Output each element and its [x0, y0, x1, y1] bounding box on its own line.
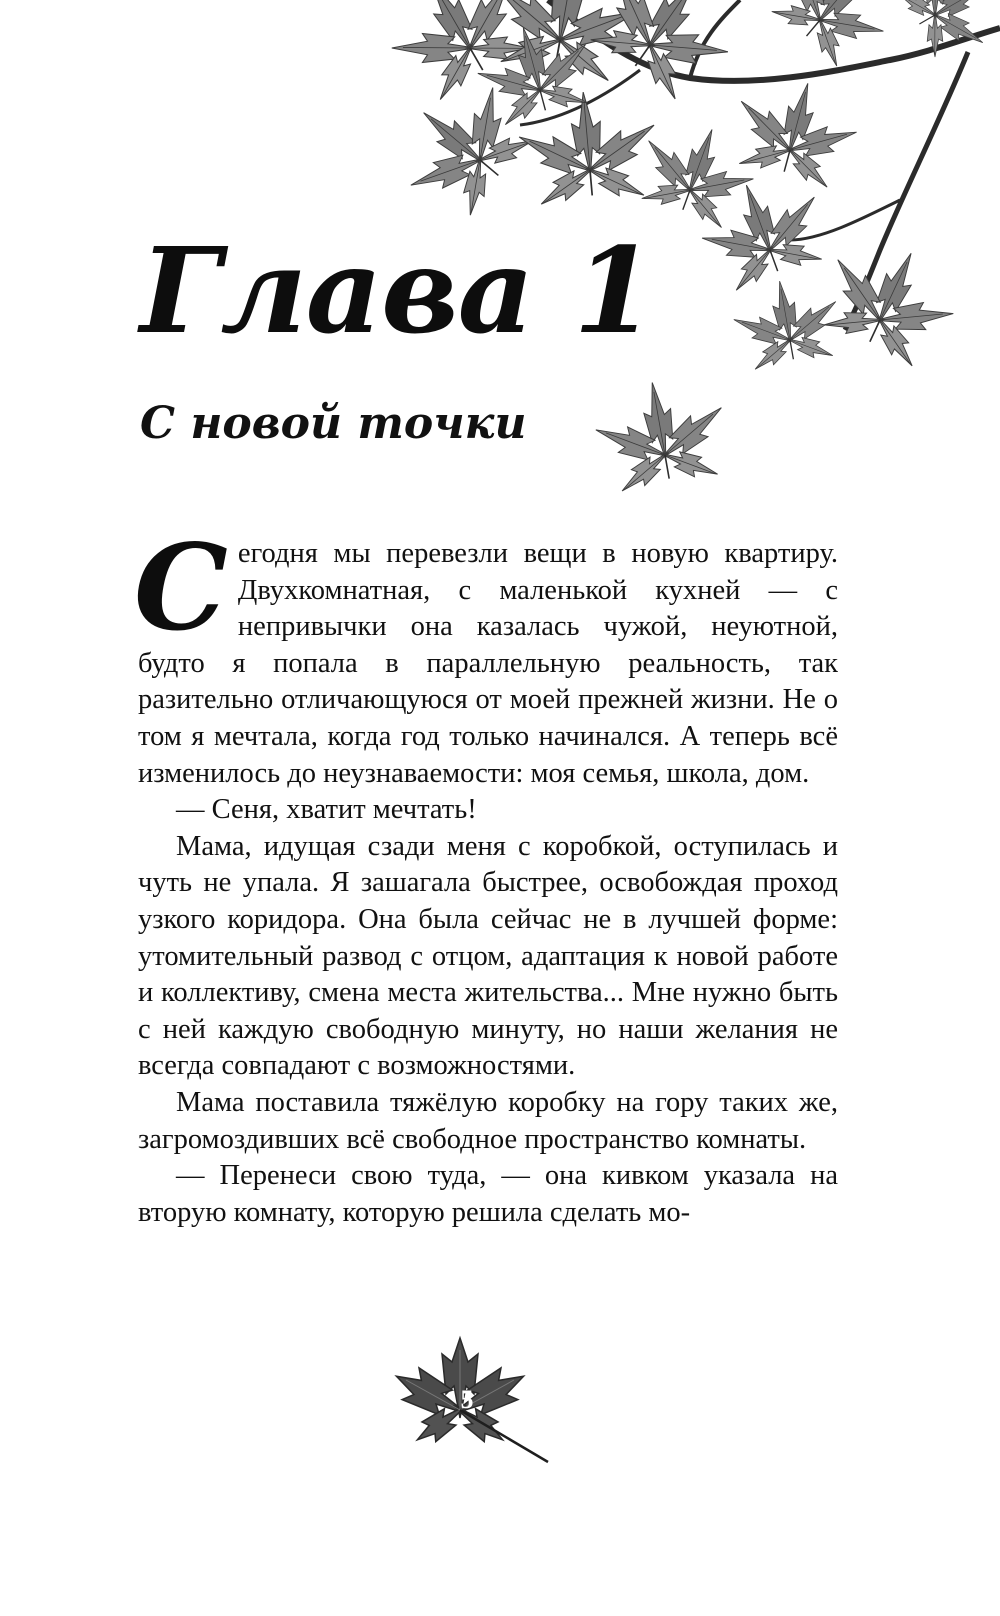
paragraph: Мама поставила тяжёлую коробку на гору таких же, загромоздивших всё свободное пространство комнаты. [138, 1086, 838, 1155]
paragraph: Мама, идущая сзади меня с коробкой, оступилась и чуть не упала. Я зашагала быстрее, освобождая проход узкого коридора. Она была сейчас не в лучшей форме: утомительный развод с отцом, адаптация к новой работе и коллективу, смена места жительства... Мне нужно быть с ней каждую свободную минуту, но наши желания не всегда совпадают с возможностями. [138, 830, 838, 1082]
chapter-title: Глава 1 [140, 221, 655, 360]
chapter-body [134, 518, 838, 1231]
paragraph: — Сеня, хватит мечтать! [176, 794, 477, 826]
paragraph: — Перенеси свою туда, — она кивком указала на вторую комнату, которую решила сделать мо- [138, 1160, 838, 1228]
page-number: 5 [460, 1385, 474, 1414]
paragraph [134, 518, 838, 792]
paragraph-text: егодня мы перевезли вещи в новую квартиру. Двухкомнатная, с маленькой кухней — с непривычки она казалась чужой, неуютной, будто я попала в параллельную реальность, так разительно отличающуюся от моей прежней жизни. Не о том я мечтала, когда год только начинался. А теперь всё изменилось до неузнаваемости: моя семья, школа, дом. [138, 538, 838, 789]
chapter-subtitle: С новой точки [140, 398, 527, 449]
drop-cap: С [134, 518, 228, 657]
